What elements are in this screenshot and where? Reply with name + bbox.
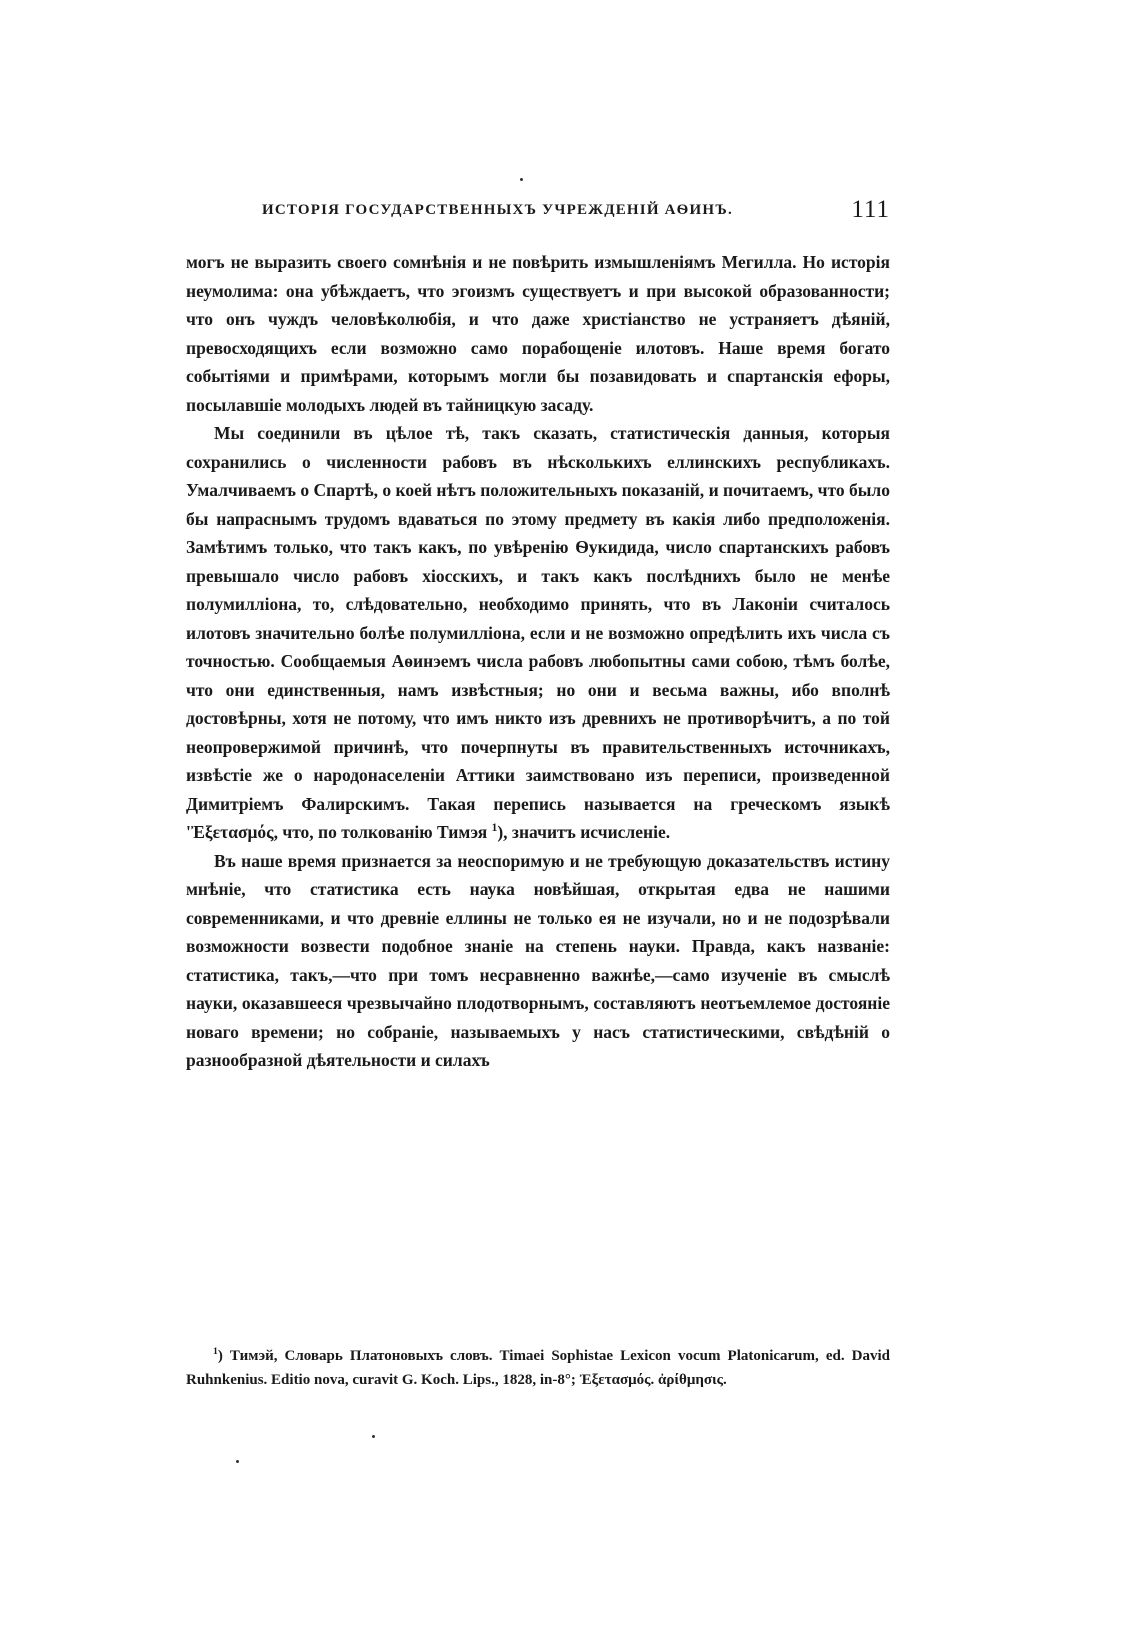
main-text xyxy=(186,248,890,1075)
footnote-reference: 1 xyxy=(491,822,498,835)
paragraph-2-ending: ), значитъ исчисленіе. xyxy=(497,822,671,842)
scan-speck xyxy=(372,1435,375,1438)
running-title: ИСТОРІЯ ГОСУДАРСТВЕННЫХЪ УЧРЕЖДЕНІЙ АѲИНЪ. xyxy=(262,202,733,218)
page-number: 111 xyxy=(851,196,890,223)
paragraph-1: могъ не выразить своего сомнѣнія и не повѣрить измышленіямъ Мегилла. Но исторія неумолима: она убѣждаетъ, что эгоизмъ существуетъ и при высокой образованности; что онъ чуждъ человѣколюбія, и что даже христіанство не устраняетъ дѣяній, превосходящихъ если возможно само порабощеніе илотовъ. Наше время богато событіями и примѣрами, которымъ могли бы позавидовать и спартанскія ефоры, посылавшіе молодыхъ людей въ тайницкую засаду. xyxy=(186,252,890,415)
paragraph-2 xyxy=(186,419,890,847)
footnote-marker: 1 xyxy=(213,1346,218,1357)
paragraph-2-text: Мы соединили въ цѣлое тѣ, такъ сказать, статистическія данныя, которыя сохранились о численности рабовъ въ нѣсколькихъ еллинскихъ республикахъ. Умалчиваемъ о Спартѣ, о коей нѣтъ положительныхъ показаній, и почитаемъ, что было бы напраснымъ трудомъ вдаваться по этому предмету въ какія либо предположенія. Замѣтимъ только, что такъ какъ, по увѣренію Ѳукидида, число спартанскихъ рабовъ превышало число рабовъ хіосскихъ, и такъ какъ послѣднихъ было не менѣе полумилліона, то, слѣдовательно, необходимо принять, что въ Лаконіи считалось илотовъ значительно болѣе полумилліона, если и не возможно опредѣлить ихъ числа съ точностью. Сообщаемыя Аѳинэемъ числа рабовъ любопытны сами собою, тѣмъ болѣе, что они единственныя, намъ извѣстныя; но они и весьма важны, ибо вполнѣ достовѣрны, хотя не потому, что имъ никто изъ древнихъ не противорѣчитъ, а по той неопровержимой причинѣ, что почерпнуты въ правительственныхъ источникахъ, извѣстіе же о народонаселеніи Аттики заимствовано изъ переписи, произведенной Димитріемъ Фалирскимъ. Такая перепись называется на греческомъ языкѣ 'Ἐξετασμός, что, по толкованію Тимэя xyxy=(186,423,890,842)
paragraph-3: Въ наше время признается за неоспоримую и не требующую доказательствъ истину мнѣніе, что статистика есть наука новѣйшая, открытая едва не нашими современниками, и что древніе еллины не только ея не изучали, но и не подозрѣвали возможности возвести подобное знаніе на степень науки. Правда, какъ названіе: статистика, такъ,—что при томъ несравненно важнѣе,—само изученіе въ смыслѣ науки, оказавшееся чрезвычайно плодотворнымъ, составляютъ неотъемлемое достояніе новаго времени; но собраніе, называемыхъ у насъ статистическими, свѣдѣній о разнообразной дѣятельности и силахъ xyxy=(186,850,890,1070)
scan-speck xyxy=(236,1460,239,1463)
footnote-text: ) Тимэй, Словарь Платоновыхъ словъ. Timaei Sophistae Lexicon vocum Platonicarum, ed. David Ruhnkenius. Editio nova, curavit G. Koch. Lips., 1828, in-8°; Ἐξετασμός. ἀρίθμησις. xyxy=(186,1348,890,1388)
scan-speck xyxy=(520,178,523,181)
footnote-1 xyxy=(186,1344,890,1392)
footnotes xyxy=(186,1344,890,1392)
page-header xyxy=(262,196,890,226)
